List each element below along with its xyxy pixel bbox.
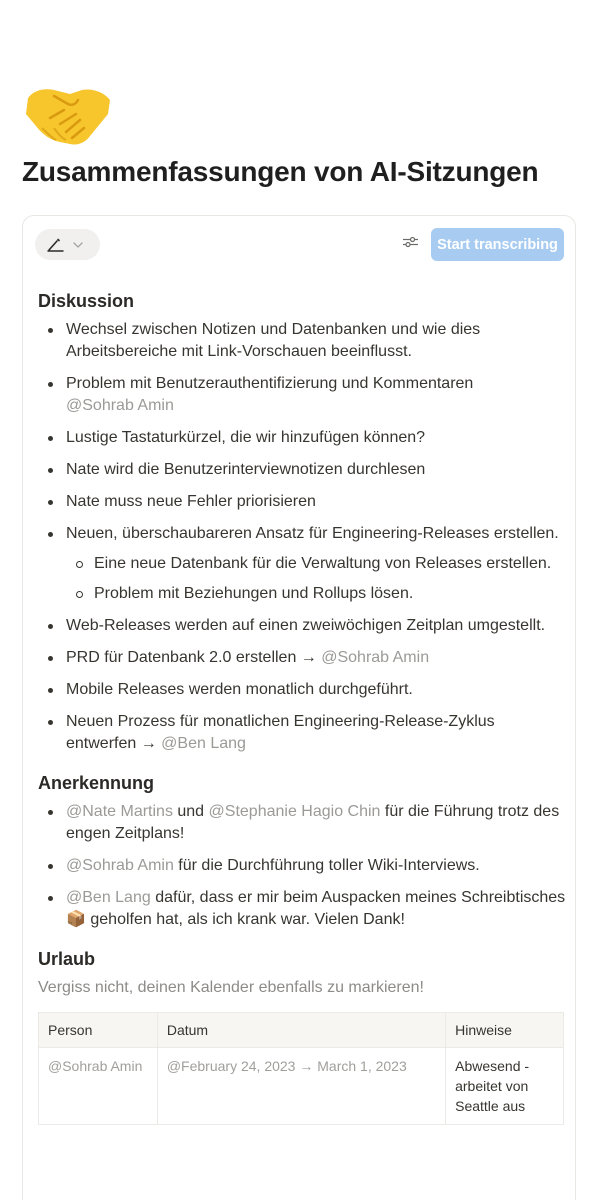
sub-list-item: Eine neue Datenbank für die Verwaltung von Releases erstellen. [38, 553, 568, 575]
section-anerkennung [38, 771, 568, 931]
list-item: Nate muss neue Fehler priorisieren [38, 491, 568, 513]
column-header-person[interactable]: Person [39, 1013, 158, 1048]
section-heading: Diskussion [38, 291, 135, 311]
table-header-row [39, 1013, 564, 1048]
list-item: Neuen Prozess für monatlichen Engineering-Release-Zyklus entwerfen → @Ben Lang [38, 711, 568, 755]
bullet-list [38, 319, 568, 755]
cell-hinweise[interactable]: Abwesend - arbeitet von Seattle aus [446, 1048, 564, 1125]
column-header-datum[interactable]: Datum [157, 1013, 445, 1048]
start-transcribing-button[interactable]: Start transcribing [431, 228, 564, 261]
table-row [39, 1048, 564, 1125]
list-item: Nate wird die Benutzerinterviewnotizen durchlesen [38, 459, 568, 481]
pen-icon [47, 238, 65, 252]
chevron-down-icon [73, 242, 83, 248]
sliders-icon [402, 235, 419, 254]
column-header-hinweise[interactable]: Hinweise [446, 1013, 564, 1048]
list-item: Problem mit Benutzerauthentifizierung und Kommentaren @Sohrab Amin [38, 373, 568, 417]
summary-content [38, 289, 568, 1125]
list-item: @Nate Martins und @Stephanie Hagio Chin für die Führung trotz des engen Zeitplans! [38, 801, 568, 845]
section-diskussion [38, 289, 568, 755]
list-item: Wechsel zwischen Notizen und Datenbanken und wie dies Arbeitsbereiche mit Link-Vorschauen beeinflusst. [38, 319, 568, 363]
sub-list-item: Problem mit Beziehungen und Rollups lösen. [38, 583, 568, 605]
list-item: Mobile Releases werden monatlich durchgeführt. [38, 679, 568, 701]
bullet-list [38, 801, 568, 931]
list-item: Lustige Tastaturkürzel, die wir hinzufügen können? [38, 427, 568, 449]
package-emoji-icon: 📦 [66, 911, 86, 928]
page-title: Zusammenfassungen von AI-Sitzungen [22, 156, 539, 187]
mention[interactable]: @Ben Lang [161, 735, 246, 752]
ai-summary-block [22, 215, 576, 1200]
block-toolbar [23, 216, 575, 272]
settings-button[interactable] [399, 233, 421, 255]
list-item: @Sohrab Amin für die Durchführung toller Wiki-Interviews. [38, 855, 568, 877]
cell-person[interactable]: @Sohrab Amin [39, 1048, 158, 1125]
mention[interactable]: @Stephanie Hagio Chin [208, 803, 381, 820]
vacation-table [38, 1012, 564, 1125]
mention[interactable]: @Nate Martins [66, 803, 173, 820]
list-item: Web-Releases werden auf einen zweiwöchigen Zeitplan umgestellt. [38, 615, 568, 637]
mention[interactable]: @Sohrab Amin [66, 397, 174, 414]
note-text: Vergiss nicht, deinen Kalender ebenfalls zu markieren! [38, 979, 424, 996]
section-urlaub [38, 947, 568, 1125]
mention[interactable]: @Sohrab Amin [321, 649, 430, 666]
list-item: PRD für Datenbank 2.0 erstellen → @Sohrab Amin [38, 647, 568, 669]
cell-datum[interactable]: @February 24, 2023 → March 1, 2023 [157, 1048, 445, 1125]
mention[interactable]: @Sohrab Amin [66, 857, 174, 874]
list-item: Neuen, überschaubareren Ansatz für Engineering-Releases erstellen. [38, 523, 568, 545]
section-heading: Anerkennung [38, 773, 155, 793]
handshake-emoji-icon[interactable] [20, 84, 114, 148]
section-heading: Urlaub [38, 949, 96, 969]
mode-selector[interactable] [35, 229, 100, 260]
list-item: @Ben Lang dafür, dass er mir beim Auspacken meines Schreibtisches 📦 geholfen hat, als ich krank war. Vielen Dank! [38, 887, 568, 931]
mention[interactable]: @Ben Lang [66, 889, 151, 906]
